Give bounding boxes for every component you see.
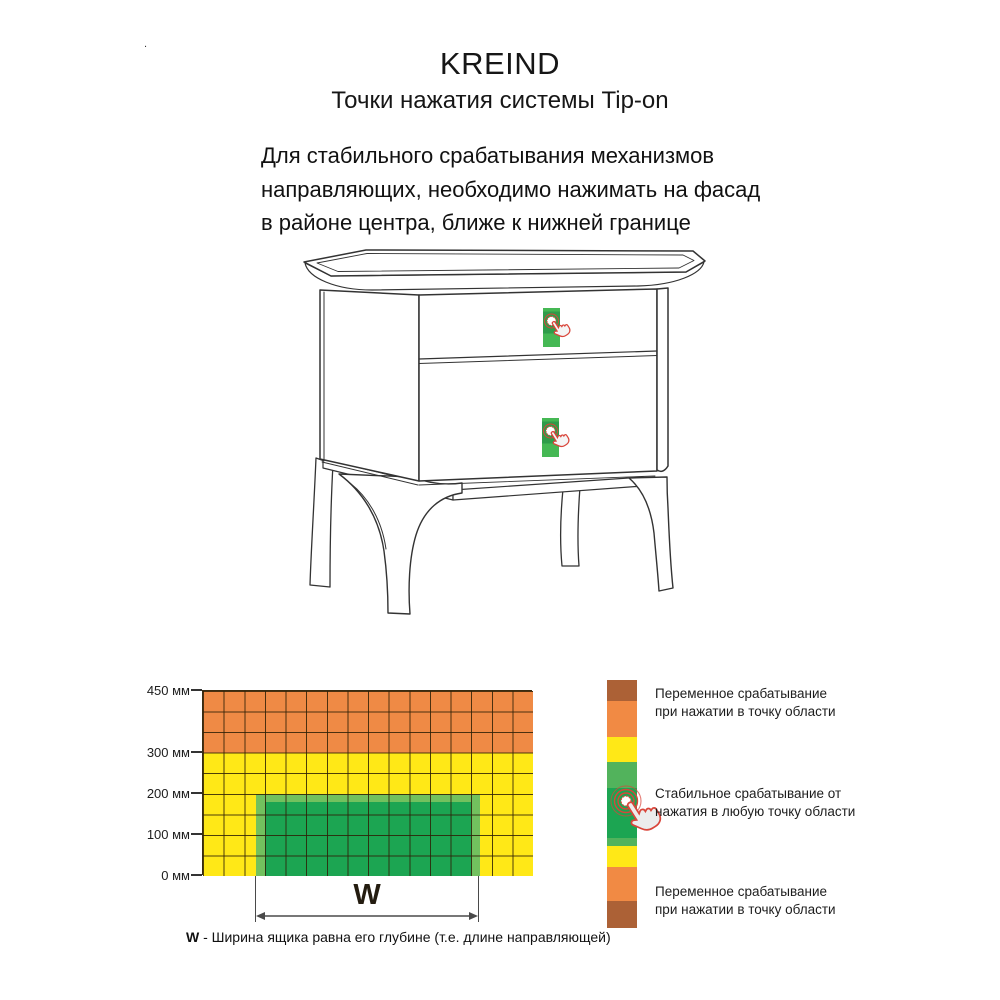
press-zone-grid <box>202 690 532 875</box>
legend-seg-orange-top <box>607 701 637 737</box>
legend-seg-orange-bottom <box>607 867 637 901</box>
nightstand-drawing <box>270 240 710 630</box>
legend-line: Стабильное срабатывание от <box>655 786 842 801</box>
page-subtitle: Точки нажатия системы Tip-on <box>331 87 669 114</box>
legend-line: при нажатии в точку области <box>655 901 836 917</box>
grid-lines <box>203 691 533 876</box>
right-post <box>657 288 668 471</box>
intro-text <box>261 139 761 240</box>
intro-line-1: Для стабильного срабатывания механизмов <box>261 143 715 168</box>
drawer-fronts <box>419 289 657 481</box>
w-caption-text: - Ширина ящика равна его глубине (т.е. длине направляющей) <box>199 929 611 945</box>
legend-seg-brown-bottom <box>607 901 637 928</box>
legend-line: при нажатии в точку области <box>655 703 836 719</box>
y-tick-100: 100 мм <box>146 827 190 842</box>
intro-line-3: в районе центра, ближе к нижней границе <box>261 210 691 235</box>
legend-item-stable <box>655 785 925 820</box>
y-tick-200: 200 мм <box>146 786 190 801</box>
back-right-leg <box>561 487 580 566</box>
intro-line-2: направляющих, необходимо нажимать на фасад <box>261 176 761 202</box>
w-label: W <box>353 879 381 911</box>
y-tick-dash <box>191 874 202 876</box>
back-left-leg <box>310 458 333 587</box>
y-tick-0: 0 мм <box>161 868 190 883</box>
legend-line: нажатия в любую точку области <box>655 803 856 819</box>
y-tick-dash <box>191 751 202 753</box>
w-caption <box>186 929 611 945</box>
legend-line: Переменное срабатывание <box>655 884 828 899</box>
y-tick-300: 300 мм <box>146 745 190 760</box>
y-tick-450: 450 мм <box>146 683 190 698</box>
y-tick-dash <box>191 792 202 794</box>
page-title: KREIND <box>439 46 561 81</box>
y-tick-dash <box>191 689 202 691</box>
legend-item-variable-top <box>655 685 925 720</box>
legend-line: Переменное срабатывание <box>655 686 828 701</box>
stray-dot: . <box>144 38 148 50</box>
legend-seg-yellow-top <box>607 737 637 762</box>
side-panel <box>320 290 419 481</box>
y-tick-dash <box>191 833 202 835</box>
front-right-leg <box>629 477 673 591</box>
legend-item-variable-bottom <box>655 883 925 918</box>
w-dimension-arrow <box>255 908 479 924</box>
w-caption-bold: W <box>186 929 200 945</box>
front-left-leg <box>339 474 462 614</box>
legend-seg-brown-top <box>607 680 637 701</box>
